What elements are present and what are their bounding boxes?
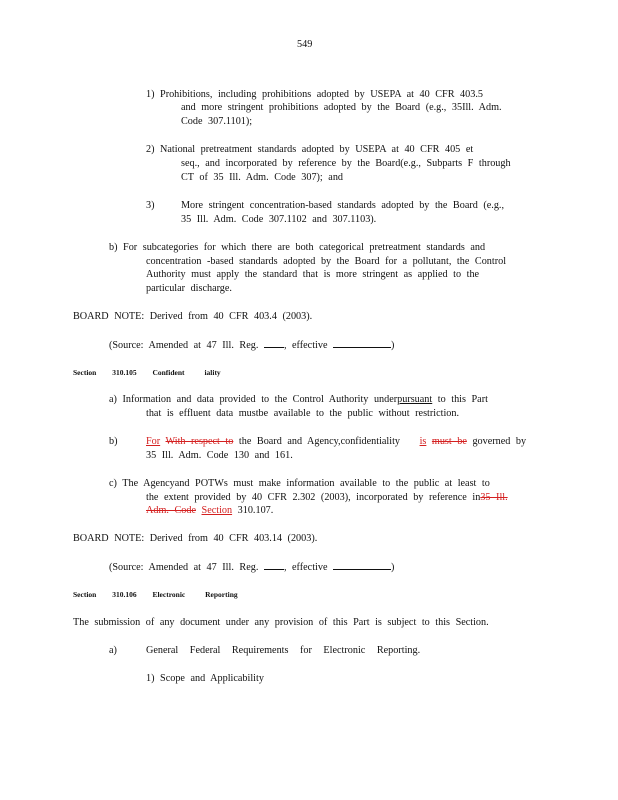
s105-b-text-2: governed by — [466, 436, 527, 447]
list-item-2-line-1: 2) National pretreatment standards adopted by USEPA at 40 CFR 405 et — [146, 144, 474, 155]
s105-c-text: the extent provided by 40 CFR 2.302 (2003), incorporated by reference in — [146, 492, 481, 503]
board-note-2: BOARD NOTE: Derived from 40 CFR 403.14 (2003). — [73, 533, 318, 544]
board-note-1: BOARD NOTE: Derived from 40 CFR 403.4 (2003). — [73, 311, 313, 322]
s105-a-text-end: to this Part — [432, 394, 488, 405]
register-blank — [264, 560, 284, 570]
page-number: 549 — [297, 39, 313, 50]
list-item-3-line-1: More stringent concentration-based standards adopted by the Board (e.g., — [181, 200, 505, 211]
para-b-line-1: b) For subcategories for which there are both categorical pretreatment standards and — [109, 242, 486, 253]
list-item-1-line-1: 1) Prohibitions, including prohibitions adopted by USEPA at 40 CFR 403.5 — [146, 89, 483, 100]
s106-a-number: a) — [109, 645, 117, 656]
s106-intro: The submission of any document under any provision of this Part is subject to this Section. — [73, 617, 489, 628]
section-label: Section — [73, 590, 97, 599]
list-item-2-line-3: CT of 35 Ill. Adm. Code 307); and — [181, 172, 344, 183]
list-item-1-line-2: and more stringent prohibitions adopted by the Board (e.g., 35Ill. Adm. — [181, 102, 502, 113]
list-item-2-line-2: seq., and incorporated by reference by the Board(e.g., Subparts F through — [181, 158, 511, 169]
section-label: Section — [73, 368, 97, 377]
source-end: ) — [391, 562, 395, 573]
s105-b-inserted-2: is — [419, 436, 427, 447]
s106-a1-text: 1) Scope and Applicability — [146, 673, 264, 684]
source-mid: , effective — [283, 562, 328, 573]
list-item-3-line-2: 35 Ill. Adm. Code 307.1102 and 307.1103). — [181, 214, 377, 225]
s105-a-line-2: that is effluent data mustbe available to the public without restriction. — [146, 408, 460, 419]
section-title-part-2: iality — [204, 368, 221, 377]
s105-a-line-1 — [109, 393, 488, 407]
source-prefix: (Source: Amended at 47 Ill. Reg. — [109, 562, 259, 573]
s106-a-text: General Federal Requirements for Electronic Reporting. — [146, 645, 421, 656]
s105-c-inserted: Section — [201, 505, 233, 516]
para-b-line-4: particular discharge. — [146, 283, 232, 294]
s105-b-line-2: 35 Ill. Adm. Code 130 and 161. — [146, 450, 293, 461]
source-mid: , effective — [283, 340, 328, 351]
source-end: ) — [391, 340, 395, 351]
effective-date-blank — [333, 338, 391, 348]
section-title-part-1: Confident — [152, 368, 185, 377]
s105-b-text-1: the Board and Agency,confidentiality — [233, 436, 401, 447]
s105-b-line-1 — [146, 435, 526, 449]
s105-c-text-end: 310.107. — [232, 505, 274, 516]
para-b-line-3: Authority must apply the standard that is more stringent as applied to the — [146, 269, 480, 280]
source-line-2 — [109, 560, 394, 575]
source-line-1 — [109, 338, 394, 353]
para-b-line-2: concentration -based standards adopted by the Board for a pollutant, the Control — [146, 256, 507, 267]
section-106-heading — [73, 588, 238, 602]
s105-c-deleted-1: 35 Ill. — [480, 492, 508, 503]
section-number: 310.105 — [112, 368, 137, 377]
section-title-part-2: Reporting — [205, 590, 238, 599]
s105-b-deleted-1: With respect to — [165, 436, 234, 447]
s105-a-inserted: pursuant — [397, 394, 433, 405]
s105-c-line-1: c) The Agencyand POTWs must make information available to the public at least to — [109, 478, 490, 489]
section-number: 310.106 — [112, 590, 137, 599]
list-item-1-line-3: Code 307.1101); — [181, 116, 253, 127]
section-105-heading — [73, 366, 221, 380]
s105-b-number: b) — [109, 436, 118, 447]
s105-c-deleted-2: Adm. Code — [146, 505, 196, 516]
source-prefix: (Source: Amended at 47 Ill. Reg. — [109, 340, 259, 351]
s105-b-deleted-2: must be — [431, 436, 467, 447]
s105-c-line-2 — [146, 491, 508, 505]
s105-a-text: a) Information and data provided to the Control Authority under — [109, 394, 398, 405]
section-title-part-1: Electronic — [152, 590, 186, 599]
effective-date-blank — [333, 560, 391, 570]
register-blank — [264, 338, 284, 348]
s105-c-line-3 — [146, 504, 273, 518]
s105-b-inserted-1: For — [146, 436, 161, 447]
list-item-3-number: 3) — [146, 200, 155, 211]
